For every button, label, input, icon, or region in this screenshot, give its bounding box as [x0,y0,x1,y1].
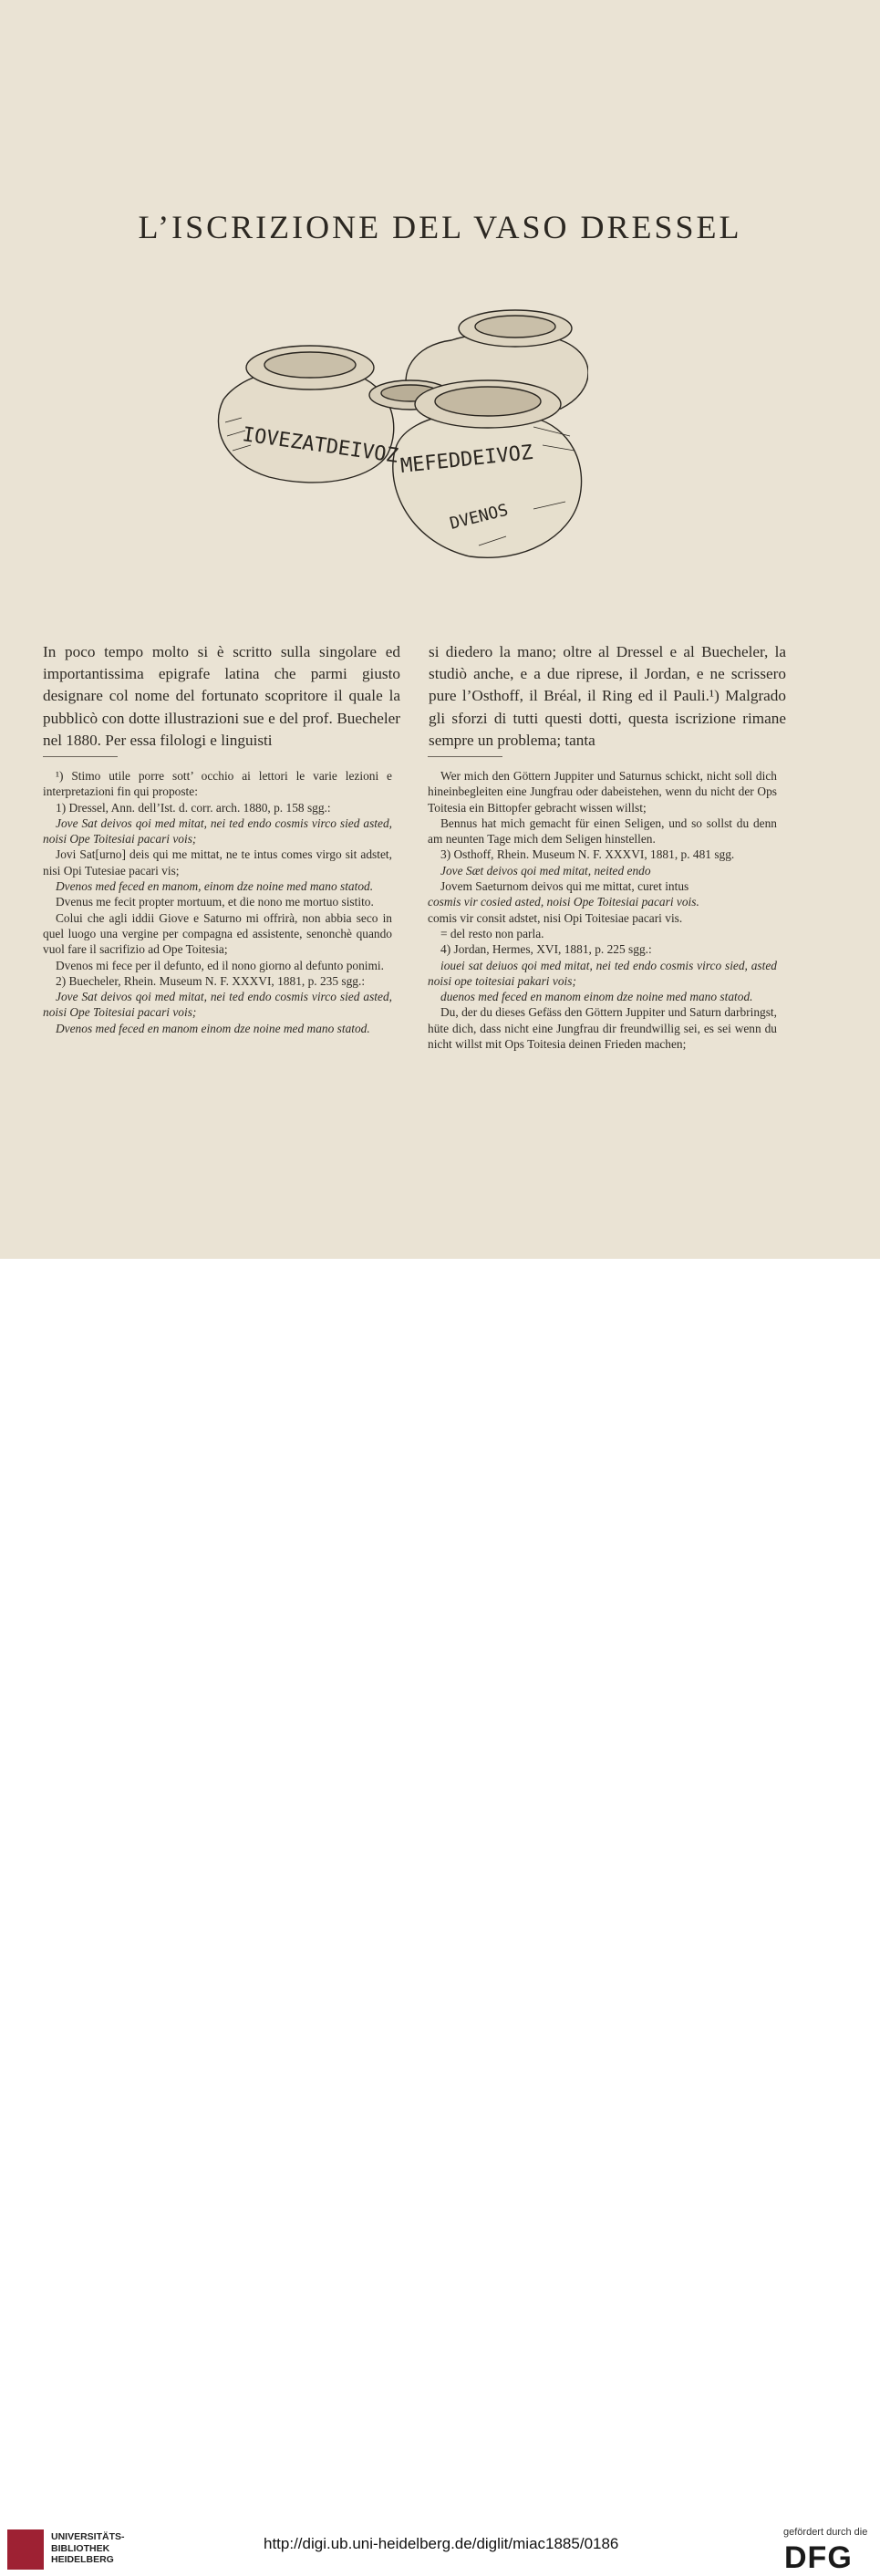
footnote-line: Jove Sæt deivos qoi med mitat, neited endo [440,863,651,878]
footnote-line: Dvenos mi fece per il defunto, ed il nono giorno al defunto ponimi. [56,958,384,972]
footnote-line: = del resto non parla. [440,926,544,940]
footnote-rule-left [43,756,118,757]
page-title: L’ISCRIZIONE DEL VASO DRESSEL [138,209,742,245]
footnote-line: 2) Buecheler, Rhein. Museum N. F. XXXVI, 1881, p. 235 sgg.: [56,973,366,988]
footnote-line: 1) Dressel, Ann. dell’Ist. d. corr. arch. 1880, p. 158 sgg.: [56,800,331,815]
footnote-line: 3) Osthoff, Rhein. Museum N. F. XXXVI, 1881, p. 481 sgg. [440,847,735,862]
inscription-left: IOVEZATDEIVOZ [241,423,400,468]
page [0,0,880,1259]
footnote-line: Dvenos med feced en manom einom dze noine med mano statod. [56,1021,370,1035]
footnote-line: Bennus hat mich gemacht für einen Seligen, und so sollst du denn am neunten Tage mich dem Seligen hinstellen. [428,815,777,847]
vase-illustration [205,290,588,564]
footnote-line: ¹) Stimo utile porre sott’ occhio ai lettori le varie lezioni e interpretazioni fin qui proposte: [43,769,392,799]
body-paragraph-right: si diedero la mano; oltre al Dressel e al Buecheler, la studiò anche, e a due riprese, il Jordan, e ne scrissero pure l’Osthoff, il Bréal, il Ring ed il Pauli.¹) Malgrado gli sforzi di tutti questi dotti, questa iscrizione rimane sempre un problema; tanta [429,643,786,749]
footnote-line: Dvenus me fecit propter mortuum, et die nono me mortuo sistito. [56,895,374,909]
footnote-line: duenos med feced en manom einom dze noine med mano statod. [440,990,753,1004]
footnote-line: Jove Sat deivos qoi med mitat, nei ted endo cosmis virco sied asted, noisi Ope Toitesiai pacari vois; [43,990,392,1020]
footnote-line: comis vir consit adstet, nisi Opi Toitesiae pacari vis. [428,910,683,925]
footnote-line: Colui che agli iddii Giove e Saturno mi offrirà, non abbia seco in quel luogo una vergine per compagna ed assistente, senonchè quando vuol fare il sacrifizio ad Ope Toitesia; [43,910,392,957]
footnote-line: Jove Sat deivos qoi med mitat, nei ted endo cosmis virco sied asted, noisi Ope Toitesiai pacari vois; [43,815,392,847]
body-column-right [429,641,786,752]
permalink-url[interactable]: http://digi.ub.uni-heidelberg.de/diglit/miac1885/0186 [264,2535,619,2552]
footnotes-left [43,768,392,1036]
footnote-line: iouei sat deiuos qoi med mitat, nei ted endo cosmis virco sied, asted noisi ope toitesiai pakari vois; [428,958,777,988]
university-logo-icon [7,2529,44,2570]
footnotes-right [428,768,777,1052]
body-column-left [43,641,400,752]
footnote-line: Du, der du dieses Gefäss den Göttern Juppiter und Saturn darbringst, hüte dich, dass nicht eine Jungfrau dir freundwillig sei, es sei wenn du nicht willst mit Ops Toitesia deinen Frieden machen; [428,1005,777,1052]
footnote-rule-right [428,756,502,757]
footnote-line: Wer mich den Göttern Juppiter und Saturnus schickt, nicht soll dich hineinbegleiten eine Jungfrau oder dabeistehen, wenn du nicht der Ops Toitesia ein Bittopfer gebracht wissen willst; [428,769,777,815]
footnote-line: Jovem Saeturnom deivos qui me mittat, curet intus [440,879,689,894]
inscription-front: MEFEDDEIVOZ [399,441,534,478]
footer-bar [0,1259,880,2575]
footnote-line: Jovi Sat[urno] deis qui me mittat, ne te intus comes virgo sit adstet, nisi Opi Tutesiae pacari vis; [43,847,392,878]
dfg-logo: DFG [784,2540,853,2575]
body-paragraph-left: In poco tempo molto si è scritto sulla singolare ed importantissima epigrafe latina che parmi giusto designare col nome del fortunato scopritore il quale la pubblicò con dotte illustrazioni sue e del prof. Buecheler nel 1880. Per essa filologi e linguisti [43,643,400,749]
inscription-back: DVENOS [448,500,511,534]
footnote-line: cosmis vir cosied asted, noisi Ope Toitesiai pacari vois. [428,895,699,909]
footnote-line: 4) Jordan, Hermes, XVI, 1881, p. 225 sgg.: [440,942,652,957]
footnote-line: Dvenos med feced en manom, einom dze noine med mano statod. [56,879,374,894]
library-name: UNIVERSITÄTS- BIBLIOTHEK HEIDELBERG [51,2531,125,2565]
funded-by-caption: gefördert durch die [783,2527,868,2538]
